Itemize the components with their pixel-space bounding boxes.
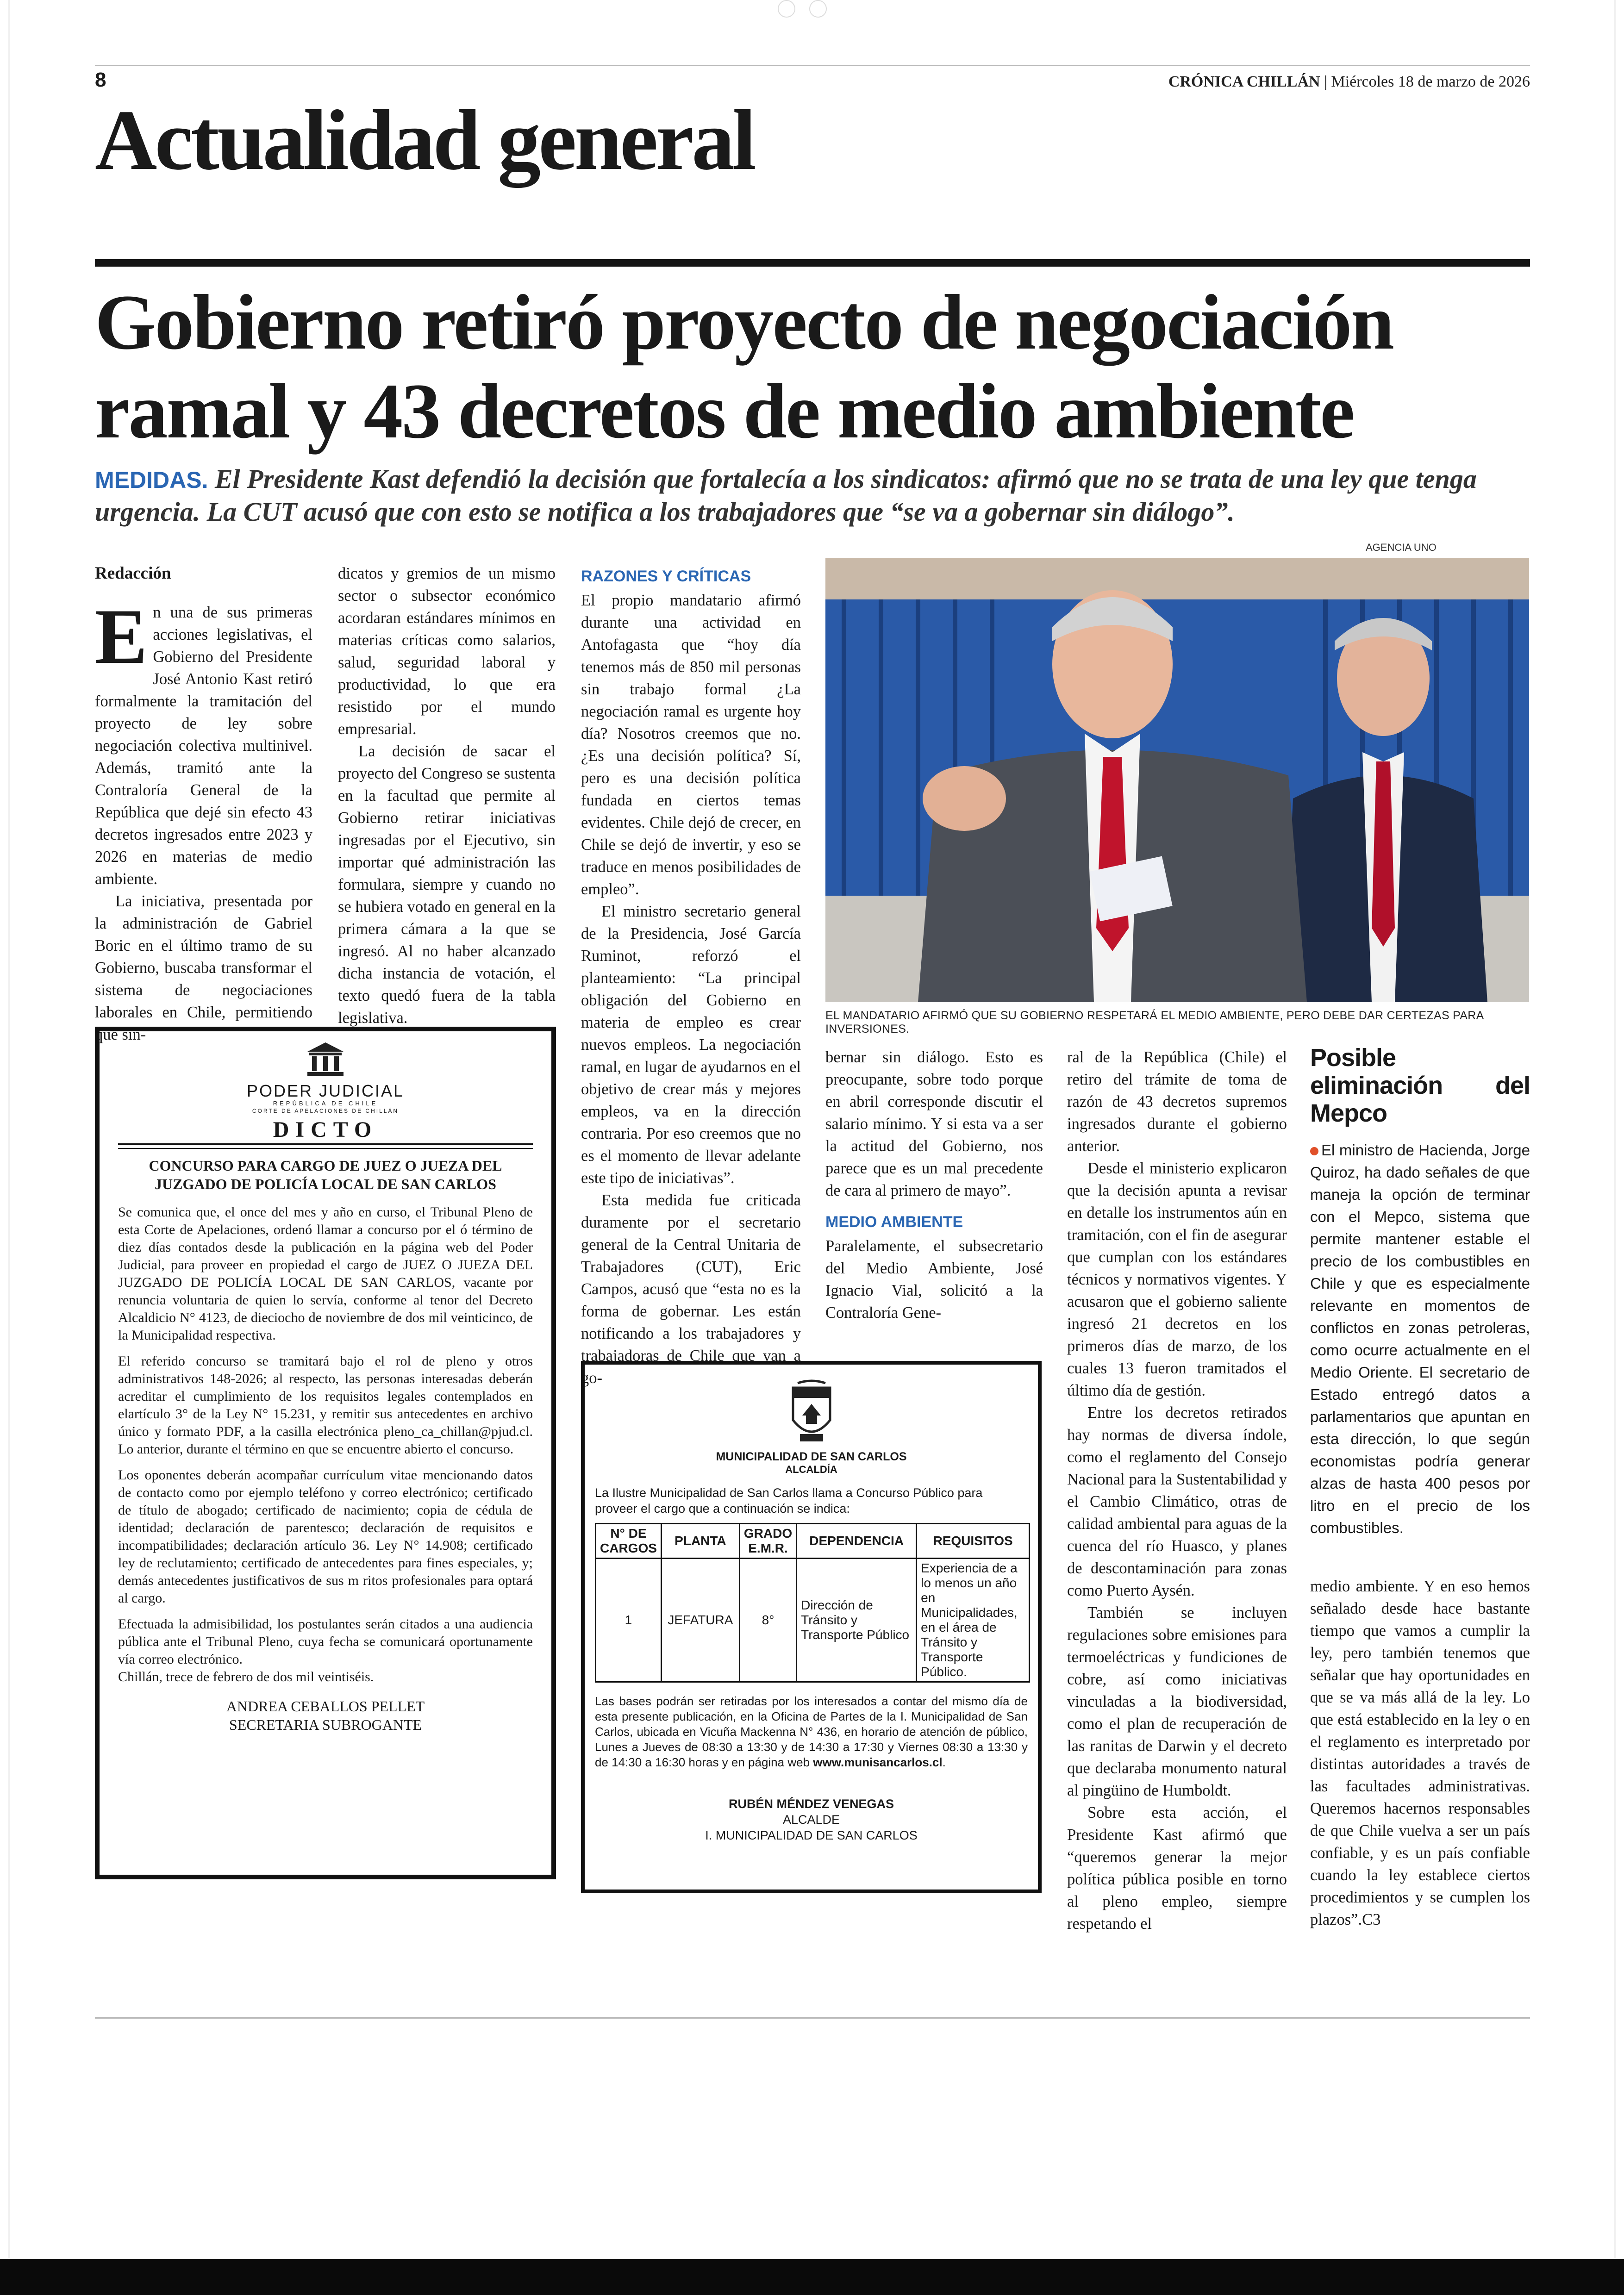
article-column-1 xyxy=(95,562,312,1046)
page-number: 8 xyxy=(95,69,106,91)
muni-signer-role: ALCALDE xyxy=(782,1813,840,1827)
subhead-razones: RAZONES Y CRÍTICAS xyxy=(581,568,751,585)
sidebar-paragraph: El ministro de Hacienda, Jorge Quiroz, ha dado señales de que maneja la opción de terminar con el Mepco, sistema que permite mantener estable el precio de los combustibles en Chile y que es especialmente relevante en momentos de conflictos en zonas petroleras, como ocurre actualmente en el Medio Oriente. El secretario de Estado entregó datos a parlamentarios que apuntan en esta dirección, lo que según economistas podría generar alzas de hasta 400 pesos por litro en el precio de los combustibles. xyxy=(1310,1141,1530,1536)
muni-intro: La Ilustre Municipalidad de San Carlos llama a Concurso Público para proveer el cargo que a continuación se indica: xyxy=(595,1486,983,1515)
masthead: CRÓNICA CHILLÁN | Miércoles 18 de marzo de 2026 xyxy=(1168,73,1530,90)
edict-rule xyxy=(118,1143,533,1149)
section-title: Actualidad general xyxy=(95,93,754,188)
edict-paragraph: Se comunica que, el once del mes y año en curso, el Tribunal Pleno de esta Corte de Apelaciones, ordenó llamar a concurso por el ó término de diez días contados desde la publicación en la página web del Poder Judicial, para proveer en propiedad el cargo de JUEZ O JUEZA DEL JUZGADO DE POLICÍA LOCAL DE SAN CARLOS, vacante por renuncia voluntaria de quien lo servía, conforme al tenor del Decreto Alcaldicio N° 4123, de dieciocho de noviembre de dos mil veinticinco, de la Municipalidad respectiva. xyxy=(118,1204,533,1343)
prev-page-icon[interactable] xyxy=(778,0,795,18)
sidebar-headline: Posible eliminación del Mepco xyxy=(1310,1044,1530,1127)
masthead-title: CRÓNICA CHILLÁN xyxy=(1168,73,1320,90)
paragraph: La iniciativa, presentada por la administración de Gabriel Boric en el último tramo de su Gobierno, buscaba transformar el sistema de negociaciones laborales en Chile, permitiendo que sin- xyxy=(95,892,312,1043)
drop-cap: E xyxy=(95,593,148,680)
article-photo xyxy=(825,558,1529,1002)
photo-caption: EL MANDATARIO AFIRMÓ QUE SU GOBIERNO RESPETARÁ EL MEDIO AMBIENTE, PERO DEBE DAR CERTEZAS PARA INVERSIONES. xyxy=(825,1009,1484,1035)
muni-header xyxy=(585,1378,1038,1476)
paragraph xyxy=(1310,1575,1530,1931)
article-column-3 xyxy=(581,562,801,1389)
muni-website: www.munisancarlos.cl xyxy=(813,1755,943,1769)
muni-bases xyxy=(595,1694,1028,1770)
paragraph: bernar sin diálogo. Esto es preocupante, sobre todo porque en abril corresponde discutir el salario mínimo. Y si esta va a ser la actitud del Gobierno, nos parece que es un mal precedente de cara al primero de mayo”. xyxy=(825,1048,1043,1199)
dek-kicker: MEDIDAS. xyxy=(95,467,208,493)
table-cell: JEFATURA xyxy=(661,1559,739,1682)
column-header: PLANTA xyxy=(661,1524,739,1559)
bottom-rule xyxy=(95,2017,1530,2019)
edict-paragraph: Los oponentes deberán acompañar currículum vitae mencionando datos de contacto como por ejemplo teléfono y correo electrónico; certificado de título de abogado; certificado de nacimiento; copia de cédula de identidad; declaración de parentesco; declaración de requisitos e incompatibilidades; declaración artículo 36. Ley N° 14.908; certificado ley de reclutamiento; certificado de antecedentes para fines especiales, y; demás antecedentes justificativos de sus m ritos profesionales para optará al cargo. xyxy=(118,1467,533,1606)
paragraph: Desde el ministerio explicaron que la decisión apunta a revisar en detalle los instrumentos aún en tramitación, con el fin de asegurar que cumplan con los estándares técnicos y normativos vigentes. Y acusaron que el gobierno saliente ingresó 21 decretos en los primeros días de marzo, de los cuales 13 fueron tramitados el último día de gestión. xyxy=(1067,1160,1287,1399)
paragraph: Paralelamente, el subsecretario del Medio Ambiente, José Ignacio Vial, solicitó a la Contraloría Gene- xyxy=(825,1237,1043,1322)
muni-bases-text: Las bases podrán ser retiradas por los interesados a contar del mismo día de esta presente publicación, en la Oficina de Partes de la I. Municipalidad de San Carlos, ubicada en Vicuña Mackenna N° 436, en horario de atención de público, Lunes a Jueves de 08:30 a 13:30 y de 14:30 a 17:30 y Viernes 08:30 a 13:30 y de 14:30 a 16:30 horas y en página web xyxy=(595,1694,1028,1769)
byline: Redacción xyxy=(95,564,171,583)
table-cell: 1 xyxy=(596,1559,662,1682)
judicial-edict xyxy=(95,1027,556,1879)
edict-title: DICTO xyxy=(273,1117,378,1142)
edict-org-sub: REPÚBLICA DE CHILE xyxy=(273,1100,378,1107)
sidebar-mepco xyxy=(1310,1044,1530,1931)
top-rule xyxy=(95,65,1530,66)
muni-signer-org: I. MUNICIPALIDAD DE SAN CARLOS xyxy=(705,1828,918,1842)
article-column-5 xyxy=(1067,1046,1287,1935)
muni-signature xyxy=(585,1796,1038,1843)
edict-signer: ANDREA CEBALLOS PELLET xyxy=(226,1698,425,1715)
article-dek xyxy=(95,463,1539,529)
viewer-footer-bar xyxy=(0,2259,1624,2295)
edict-heading: CONCURSO PARA CARGO DE JUEZ O JUEZA DEL JUZGADO DE POLICÍA LOCAL DE SAN CARLOS xyxy=(149,1157,502,1192)
photo-credit: AGENCIA UNO xyxy=(1366,542,1437,553)
page-nav xyxy=(778,0,843,14)
edict-paragraph: Efectuada la admisibilidad, los postulantes serán citados a una audiencia pública ante el Tribunal Pleno, cuya fecha se comunicará oportunamente vía correo electrónico. xyxy=(118,1616,533,1667)
paragraph: dicatos y gremios de un mismo sector o subsector económico acordaran estándares mínimos en materias críticas como salarios, salud, seguridad laboral y productividad, lo que era resistido por el mundo empresarial. xyxy=(338,565,556,738)
photo-illustration xyxy=(825,558,1529,1002)
column-header: DEPENDENCIA xyxy=(797,1524,917,1559)
paragraph: La decisión de sacar el proyecto del Congreso se sustenta en la facultad que permite al Gobierno retirar iniciativas ingresadas por el Ejecutivo, sin importar qué administración las formulara, siempre y cuando no se hubiera votado en general en la primera cámara a la que se ingresó. Al no haber alcanzado dicha instancia de votación, el texto quedó fuera de la tabla legislativa. xyxy=(338,742,556,1027)
edict-paragraph: El referido concurso se tramitará bajo el rol de pleno y otros administrativos 148-2026; al respecto, las personas interesadas deberán acreditar el cumplimiento de los requisitos legales contemplados en elartículo 3° de la Ley N° 15.231, y remitir sus antecedentes en archivo único y formato PDF, a la casilla electrónica pleno_ca_chillan@pjud.cl. Lo anterior, durante el término en que se encuentre abierto el concurso. xyxy=(118,1353,533,1457)
right-page-edge xyxy=(1614,0,1616,2259)
article-column-2 xyxy=(338,562,556,1029)
table-header-row xyxy=(596,1524,1030,1559)
muni-signer: RUBÉN MÉNDEZ VENEGAS xyxy=(728,1797,894,1811)
paragraph: Sobre esta acción, el Presidente Kast afirmó que “queremos generar la mejor política pública posible en torno al pleno empleo, siempre respetando el xyxy=(1067,1804,1287,1933)
column-header: REQUISITOS xyxy=(917,1524,1030,1559)
issue-date: Miércoles 18 de marzo de 2026 xyxy=(1331,73,1530,90)
article-headline: Gobierno retiró proyecto de negociación ramal y 43 decretos de medio ambiente xyxy=(95,279,1393,455)
paragraph: El propio mandatario afirmó durante una actividad en Antofagasta que “hoy día tenemos más de 850 mil personas sin trabajo formal ¿La negociación ramal es urgente hoy día? Nosotros creemos que no. ¿Es una decisión política? Sí, pero es una decisión política fundada en ciertos temas evidentes. Chile dejó de crecer, en Chile se dejó de invertir, y eso se traduce en menos posibilidades de empleo”. xyxy=(581,592,801,898)
municipal-notice xyxy=(581,1361,1042,1893)
edict-paragraph: Chillán, trece de febrero de dos mil veintiséis. xyxy=(118,1669,374,1684)
courthouse-icon xyxy=(305,1041,346,1078)
subhead-medio-ambiente: MEDIO AMBIENTE xyxy=(825,1213,963,1231)
edict-org-sub2: CORTE DE APELACIONES DE CHILLÁN xyxy=(252,1108,399,1114)
paragraph: ral de la República (Chile) el retiro del trámite de toma de razón de 43 decretos supremos ingresados durante el gobierno anterior. xyxy=(1067,1048,1287,1155)
end-mark: C3 xyxy=(1362,1911,1381,1928)
table-cell: Dirección de Tránsito y Transporte Público xyxy=(797,1559,917,1682)
column-header: GRADO E.M.R. xyxy=(739,1524,796,1559)
municipal-crest-icon xyxy=(784,1378,839,1448)
left-page-edge xyxy=(8,0,10,2259)
next-page-icon[interactable] xyxy=(809,0,827,18)
table-row xyxy=(596,1559,1030,1682)
column-header: N° DE CARGOS xyxy=(596,1524,662,1559)
paragraph: n una de sus primeras acciones legislativas, el Gobierno del Presidente José Antonio Kast retiró formalmente la tramitación del proyecto de ley sobre negociación colectiva multinivel. Además, tramitó ante la Contraloría General de la República que dejé sin efecto 43 decretos ingresados entre 2023 y 2026 en materias de medio ambiente. xyxy=(95,604,312,888)
dek-text: El Presidente Kast defendió la decisión que fortalecía a los sindicatos: afirmó que no se trata de una ley que tenga urgencia. La CUT acusó que con esto se notifica a los trabajadores que “se va a gobernar sin diálogo”. xyxy=(95,464,1477,527)
edict-org: PODER JUDICIAL xyxy=(246,1081,405,1100)
paragraph-text: medio ambiente. Y en eso hemos señalado desde hace bastante tiempo que vamos a cumplir la ley, pero también tenemos que señalar que hay oportunidades en que se va más allá de la ley. Lo que está establecido en la ley o en el reglamento es interpretado por distintas autoridades a través de las facultades administrativas. Queremos hacernos responsables de que Chile vuelva a ser un país confiable, y es un país confiable cuando la ley establece ciertos procedimientos y se cumplen los plazos”. xyxy=(1310,1578,1530,1928)
article-column-4 xyxy=(825,1046,1043,1324)
edict-header xyxy=(118,1041,533,1193)
paragraph: El ministro secretario general de la Presidencia, José García Ruminot, reforzó el planteamiento: “La principal obligación del Gobierno en materia de empleo es crear nuevos empleos. La negociación ramal, en lugar de ayudarnos en el objetivo de crear más y mejores empleos, va en la dirección contraria. Por eso creemos que no es el momento de llevar adelante este tipo de iniciativas”. xyxy=(581,903,801,1187)
edict-signer-role: SECRETARIA SUBROGANTE xyxy=(229,1716,422,1733)
bullet-icon xyxy=(1310,1147,1318,1155)
paragraph: Entre los decretos retirados hay normas de diversa índole, como el reglamento del Consejo Nacional para la Sustentabilidad y el Cambio Climático, otras de calidad ambiental para aguas de la cuenca del río Huasco, y planes de descontaminación para zonas como Puerto Aysén. xyxy=(1067,1404,1287,1599)
paragraph: También se incluyen regulaciones sobre emisiones para termoeléctricas y fundiciones de cobre, así como iniciativas vinculadas a la biodiversidad, como el plan de recuperación de las ranitas de Darwin y el decreto que declaraba monumento natural al pingüino de Humboldt. xyxy=(1067,1604,1287,1799)
edict-signature xyxy=(118,1697,533,1734)
muni-bases-end: . xyxy=(942,1755,946,1769)
muni-org: MUNICIPALIDAD DE SAN CARLOS xyxy=(716,1450,907,1463)
paragraph: Esta medida fue criticada duramente por el secretario general de la Central Unitaria de Trabajadores (CUT), Eric Campos, acusó que “esta no es la forma de gobernar. Les están notificando a los trabajadores y trabajadoras de Chile que van a go- xyxy=(581,1191,801,1387)
table-cell: Experiencia de a lo menos un año en Municipalidades, en el área de Tránsito y Transporte Público. xyxy=(917,1559,1030,1682)
table-cell: 8° xyxy=(739,1559,796,1682)
muni-table xyxy=(595,1523,1030,1683)
section-rule xyxy=(95,259,1530,267)
muni-dept: ALCALDÍA xyxy=(785,1464,837,1475)
